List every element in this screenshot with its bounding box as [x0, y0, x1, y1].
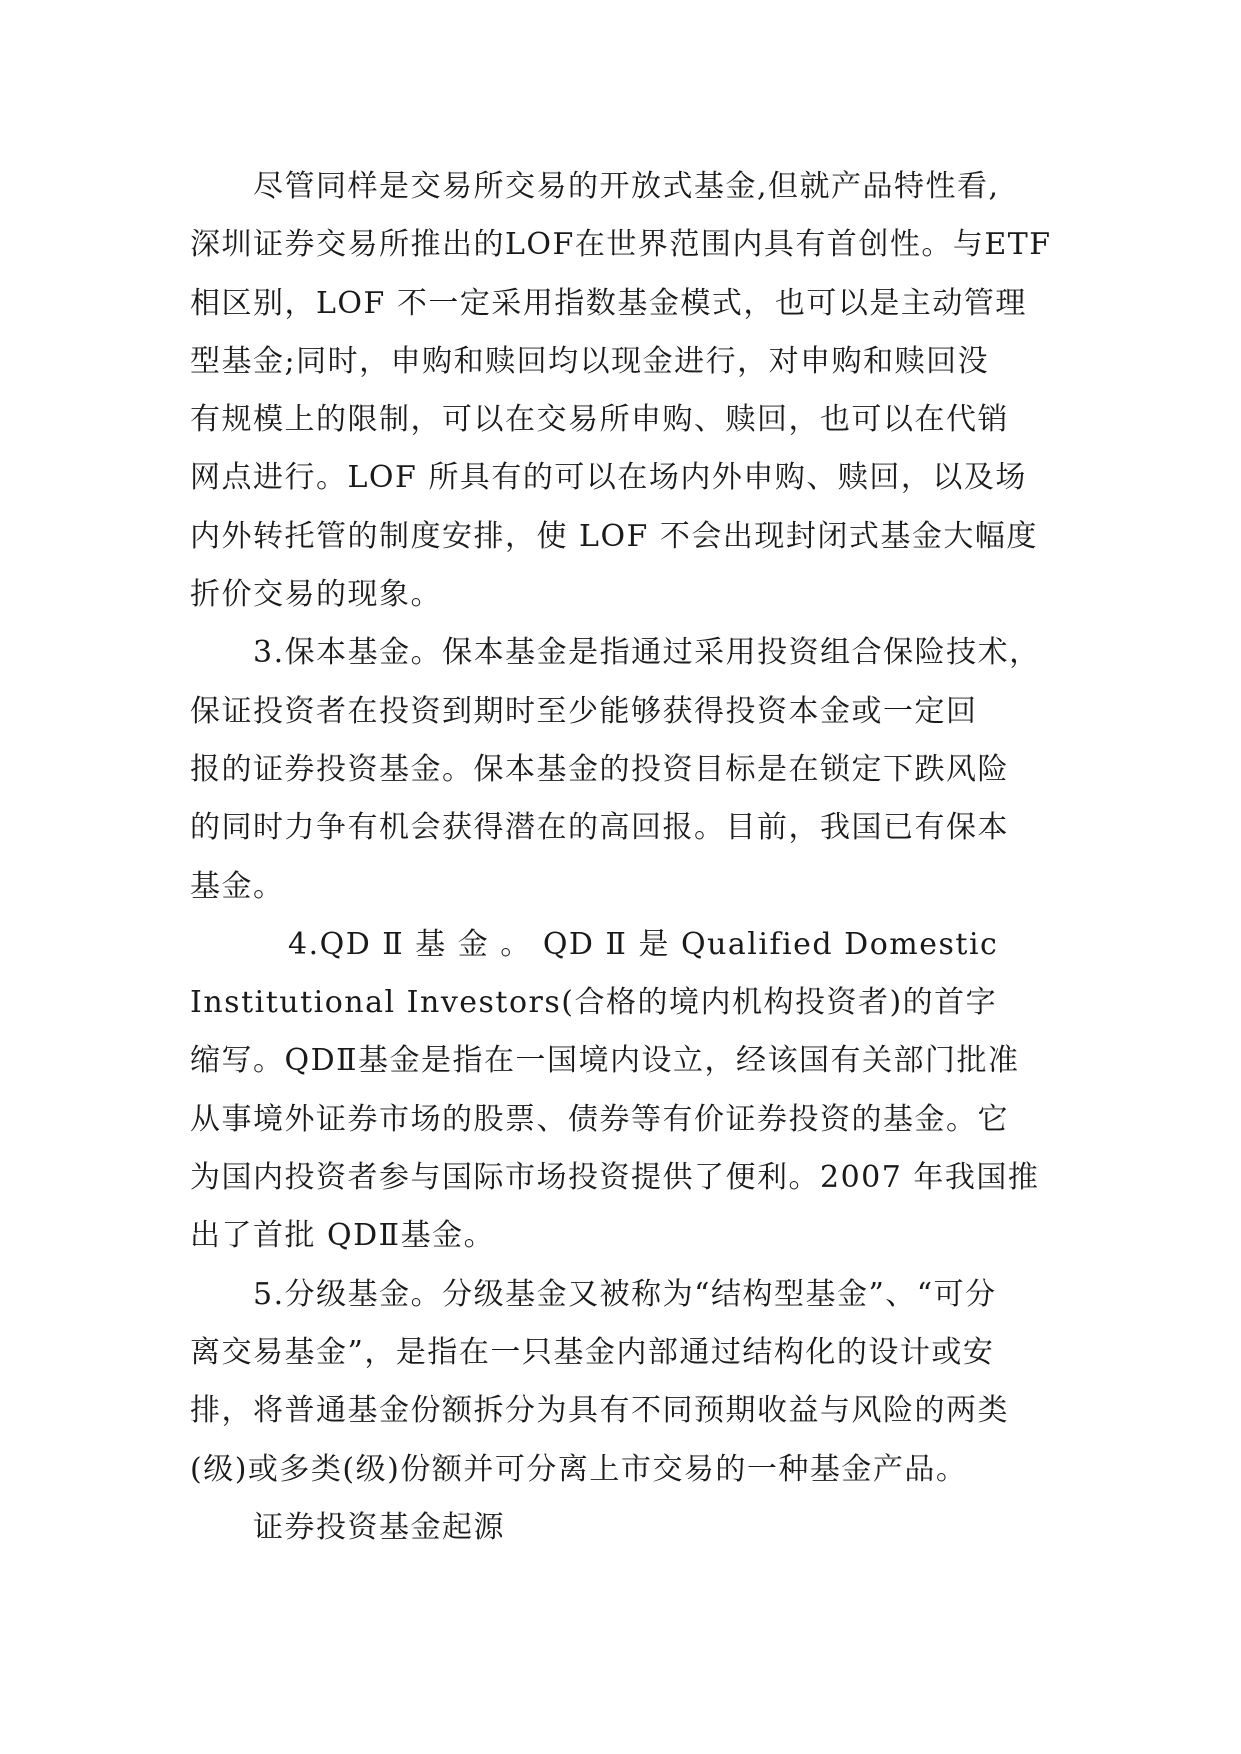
paragraph-3-line-6: 出了首批 QDⅡ基金。	[190, 1218, 496, 1254]
paragraph-1-line-7: 内外转托管的制度安排，使 LOF 不会出现封闭式基金大幅度	[190, 518, 1038, 554]
paragraph-1-line-2: 深圳证券交易所推出的LOF在世界范围内具有首创性。与ETF	[190, 227, 1052, 263]
paragraph-4-line-3: 排，将普通基金份额拆分为具有不同预期收益与风险的两类	[190, 1393, 1009, 1429]
paragraph-1-line-4: 型基金;同时，申购和赎回均以现金进行，对申购和赎回没	[190, 343, 990, 379]
paragraph-3-line-5: 为国内投资者参与国际市场投资提供了便利。2007 年我国推	[190, 1160, 1040, 1196]
paragraph-2-line-5: 基金。	[190, 868, 285, 904]
paragraph-2-line-3: 报的证券投资基金。保本基金的投资目标是在锁定下跌风险	[190, 751, 1009, 787]
paragraph-4-line-1: 5.分级基金。分级基金又被称为“结构型基金”、“可分	[253, 1276, 997, 1312]
paragraph-3-line-3: 缩写。QDⅡ基金是指在一国境内设立，经该国有关部门批准	[190, 1043, 1020, 1079]
paragraph-2-line-2: 保证投资者在投资到期时至少能够获得投资本金或一定回	[190, 693, 978, 729]
paragraph-1-line-8: 折价交易的现象。	[190, 577, 442, 613]
document-body	[190, 158, 1052, 1557]
paragraph-3-line-1: 4.QD Ⅱ 基 金 。 QD Ⅱ 是 Qualified Domestic	[288, 926, 999, 962]
paragraph-3-line-4: 从事境外证券市场的股票、债券等有价证券投资的基金。它	[190, 1101, 1009, 1137]
paragraph-1-line-5: 有规模上的限制，可以在交易所申购、赎回，也可以在代销	[190, 402, 1009, 438]
paragraph-1-line-1: 尽管同样是交易所交易的开放式基金,但就产品特性看,	[253, 169, 1000, 204]
paragraph-2-line-1: 3.保本基金。保本基金是指通过采用投资组合保险技术，	[253, 635, 1041, 671]
section-heading-fund-origin: 证券投资基金起源	[253, 1509, 505, 1545]
paragraph-4-line-2: 离交易基金”，是指在一只基金内部通过结构化的设计或安	[190, 1334, 995, 1370]
paragraph-2-line-4: 的同时力争有机会获得潜在的高回报。目前，我国已有保本	[190, 810, 1009, 846]
paragraph-1-line-3: 相区别，LOF 不一定采用指数基金模式，也可以是主动管理	[190, 285, 1027, 321]
paragraph-1-line-6: 网点进行。LOF 所具有的可以在场内外申购、赎回，以及场	[190, 460, 1027, 496]
paragraph-4-line-4: (级)或多类(级)份额并可分离上市交易的一种基金产品。	[190, 1451, 968, 1487]
paragraph-3-line-2: Institutional Investors(合格的境内机构投资者)的首字	[190, 985, 998, 1021]
